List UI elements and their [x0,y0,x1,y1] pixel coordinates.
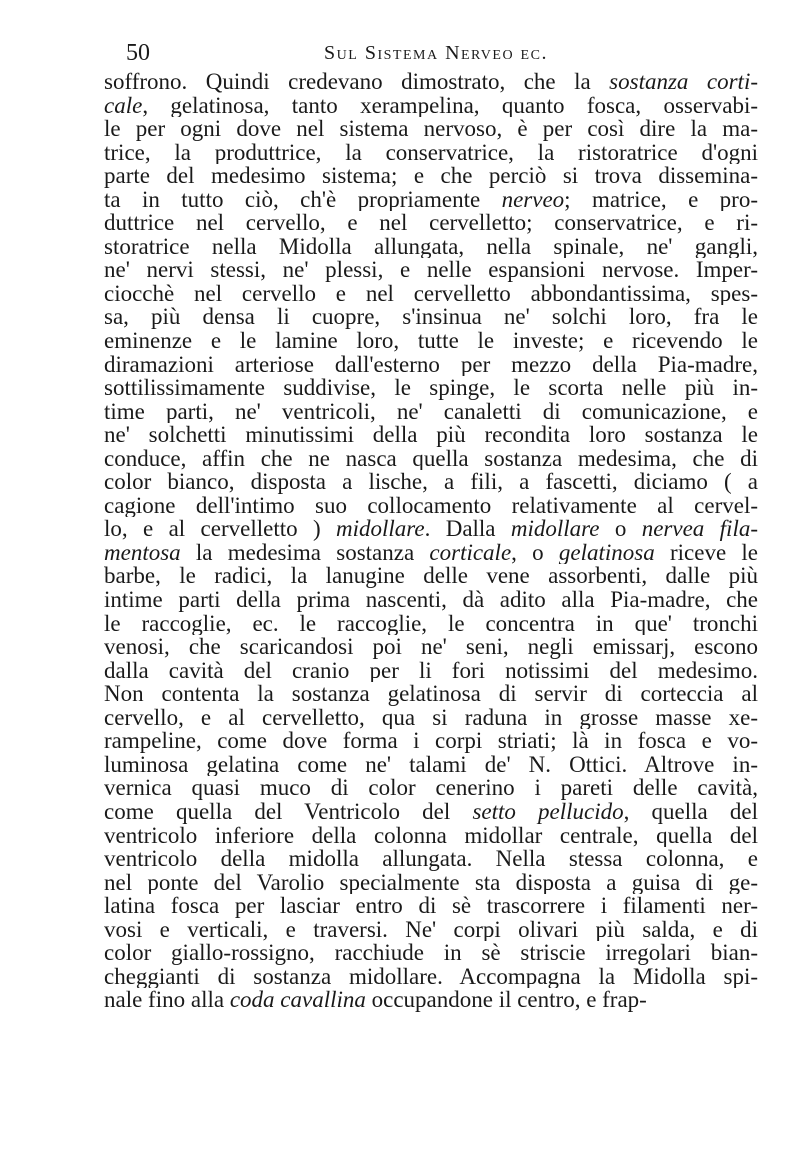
text-line [104,70,758,94]
text-line [104,305,758,329]
text-line [104,282,758,306]
italic-text: midollare [510,517,600,541]
text-line [104,918,758,942]
text-run: cervello, e al cervelletto, qua si raduna in grosse masse xe- [104,705,758,730]
text-line [104,988,758,1012]
text-line [104,706,758,730]
text-run: color giallo-rossigno, racchiude in sè striscie irregolari bian- [104,941,758,965]
text-line [104,753,758,777]
text-line [104,729,758,753]
text-run: parte del medesimo sistema; e che perciò si trova dissemina- [104,164,758,188]
text-run: ciocchè nel cervello e nel cervelletto abbondantissima, spes- [104,281,758,306]
italic-text: nerveo [501,187,565,212]
text-run: riceve le [654,540,758,565]
text-run: intime parti della prima nascenti, dà adito alla Pia-madre, che [104,588,758,612]
text-line [104,470,758,494]
text-line [104,117,758,141]
text-line [104,376,758,400]
text-run: luminosa gelatina come ne' talami de' N. Ottici. Altrove in- [104,752,758,777]
text-run: occupandone il centro, e frap- [365,988,647,1012]
italic-text: corticale [429,540,512,565]
text-line [104,94,758,118]
text-run: vosi e verticali, e traversi. Ne' corpi olivari più salda, e di [104,917,758,942]
text-run: come quella del Ventricolo del [104,799,473,824]
running-title: Sul Sistema Nerveo ec. [324,42,548,64]
text-line [104,564,758,588]
body-text [104,70,758,1012]
text-line [104,423,758,447]
text-run: barbe, le radici, la lanugine delle vene assorbenti, dalle più [104,564,758,589]
italic-text: setto pellucido [472,799,624,824]
text-run: ventricolo della midolla allungata. Nella stessa colonna, e [104,847,758,871]
text-line [104,235,758,259]
text-run: duttrice nel cervello, e nel cervelletto; conservatrice, e ri- [104,211,758,235]
italic-text: coda cavallina [229,988,366,1012]
text-line [104,517,758,541]
text-run: time parti, ne' ventricoli, ne' canaletti di comunicazione, e [104,399,758,424]
text-run: venosi, che scaricandosi poi ne' seni, negli emissarj, escono [104,635,758,659]
text-run: vernica quasi muco di color cenerino i pareti delle cavità, [104,776,758,800]
italic-text: midollare [336,517,425,541]
text-line [104,612,758,636]
text-line [104,447,758,471]
page-number: 50 [126,40,150,66]
text-line [104,941,758,965]
text-line [104,588,758,612]
text-line [104,353,758,377]
text-line [104,800,758,824]
text-run: ; matrice, e pro- [564,187,758,212]
text-run: ne' nervi stessi, ne' plessi, e nelle espansioni nervose. Imper- [104,258,758,282]
text-run: ventricolo inferiore della colonna midollar centrale, quella del [104,823,758,848]
text-run: sottilissimamente suddivise, le spinge, le scorta nelle più in- [104,376,758,400]
italic-text: gelatinosa [558,540,655,565]
text-line [104,141,758,165]
text-run: nale fino alla [104,988,230,1012]
text-line [104,329,758,353]
text-run: conduce, affin che ne nasca quella sostanza medesima, che di [104,446,758,471]
text-run: Non contenta la sostanza gelatinosa di servir di corteccia al [104,682,758,706]
text-run: latina fosca per lasciar entro di sè trascorrere i filamenti ner- [104,894,758,918]
text-run: rampeline, come dove forma i corpi striati; là in fosca e vo- [104,729,758,753]
text-line [104,635,758,659]
text-run: trice, la produttrice, la conservatrice, la ristoratrice d'ogni [104,140,758,165]
text-run: diramazioni arteriose dall'esterno per mezzo della Pia-madre, [104,352,758,377]
text-line [104,541,758,565]
text-line [104,776,758,800]
text-line [104,824,758,848]
text-run: eminenze e le lamine loro, tutte le investe; e ricevendo le [104,329,758,353]
text-line [104,659,758,683]
text-line [104,847,758,871]
text-run: le per ogni dove nel sistema nervoso, è per così dire la ma- [104,117,758,141]
text-run: dalla cavità del cranio per li fori notissimi del medesimo. [104,658,758,683]
text-run: storatrice nella Midolla allungata, nella spinale, ne' gangli, [104,234,758,259]
text-line [104,682,758,706]
text-line [104,188,758,212]
text-run: . Dalla [424,517,511,541]
text-line [104,965,758,989]
page-header [126,38,746,68]
text-line [104,258,758,282]
italic-text: cale [104,93,143,118]
italic-text: sostanza corti- [609,70,758,94]
text-run: ta in tutto ciò, ch'è propriamente [104,187,502,212]
text-run: sa, più densa li cuopre, s'insinua ne' solchi loro, fra le [104,305,758,330]
text-run: , quella del [623,799,758,824]
text-run: , gelatinosa, tanto xerampelina, quanto fosca, osservabi- [142,93,758,118]
text-run: ne' solchetti minutissimi della più recondita loro sostanza le [104,423,758,447]
text-run: o [599,517,642,541]
text-line [104,400,758,424]
text-run: soffrono. Quindi credevano dimostrato, che la [104,70,610,94]
italic-text: nervea fila- [641,517,758,541]
text-run: color bianco, disposta a lische, a fili, a fascetti, diciamo ( a [104,470,758,494]
text-line [104,211,758,235]
text-run: , o [511,540,559,565]
text-line [104,894,758,918]
italic-text: mentosa [104,540,181,565]
text-line [104,164,758,188]
text-run: cheggianti di sostanza midollare. Accompagna la Midolla spi- [104,964,758,989]
text-line [104,494,758,518]
text-run: la medesima sostanza [180,540,430,565]
text-run: le raccoglie, ec. le raccoglie, le concentra in que' tronchi [104,611,758,636]
text-line [104,871,758,895]
text-run: cagione dell'intimo suo collocamento relativamente al cervel- [104,493,758,518]
text-run: lo, e al cervelletto ) [104,517,336,541]
text-run: nel ponte del Varolio specialmente sta disposta a guisa di ge- [104,870,758,895]
